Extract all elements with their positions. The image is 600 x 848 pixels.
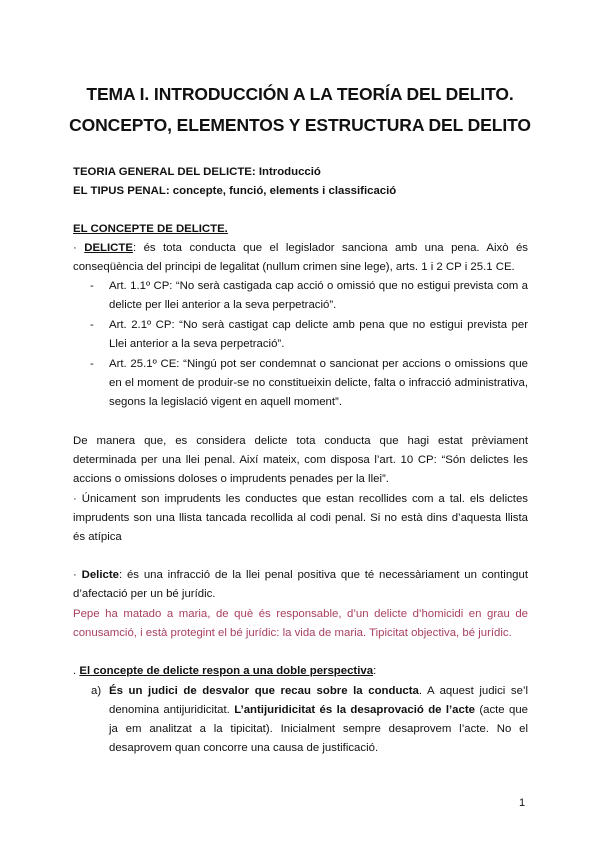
delicte-infraccio-text: : és una infracció de la llei penal positiva que té necessàriament un contingut d’afectació per un bé jurídic. [73, 569, 528, 600]
article-item: Art. 1.1º CP: “No serà castigada cap acció o omissió que no estigui prevista com a delicte per llei anterior a la seva perpetració”. [109, 280, 528, 311]
delicte-definition-text: : és tota conducta que el legislador sanciona amb una pena. Això és conseqüència del principi de legalitat (nullum crimen sine lege), arts. 1 i 2 CP i 25.1 CE. [73, 242, 528, 273]
article-item: Art. 2.1º CP: “No serà castigat cap delicte amb pena que no estigui prevista per Llei anterior a la seva perpetració”. [109, 319, 528, 350]
example-text: Pepe ha matado a maria, de què és responsable, d’un delicte d’homicidi en grau de conusamció, i està protegint el bé jurídic: la vida de maria. Tipicitat objectiva, bé jurídic. [73, 608, 528, 639]
list-dash: - [90, 319, 94, 331]
page-number: 1 [519, 797, 526, 809]
list-dash: - [90, 358, 94, 370]
delicte-term: DELICTE [84, 242, 133, 254]
bullet-dot: · [73, 569, 82, 581]
heading-suffix: : [373, 665, 377, 677]
item-a-bold-1: És un judici de desvalor que recau sobre la conducta [109, 685, 419, 697]
heading-text: El concepte de delicte respon a una doble perspectiva [79, 665, 374, 677]
section-heading: EL CONCEPTE DE DELICTE. [73, 223, 228, 235]
item-a-text-2: (acte que ja em analitzat a la tipicitat). Inicialment sempre desaprovem l’acte. No el desaprovem quan concorre una causa de justificació. [109, 704, 528, 754]
item-a-text [109, 682, 528, 758]
list-dash: - [90, 280, 94, 292]
heading-prefix: . [73, 665, 80, 677]
paragraph-imprudents: · Únicament son imprudents les conductes que estan recollides com a tal. els delictes imprudents son una llista tancada recollida al codi penal. Si no està dins d’aquesta llista és atípica [73, 493, 528, 543]
item-a-text-1: . A aquest judici se’l denomina antijuridicitat. [109, 685, 528, 716]
delicte-definition [73, 239, 528, 277]
article-item: Art. 25.1º CE: “Ningú pot ser condemnat o sancionat per accions o omissions que en el moment de produir-se no constitueixin delicte, falta o infracció administrativa, segons la legislació vigent en aquell moment”. [109, 358, 528, 408]
document-title-line-2: CONCEPTO, ELEMENTOS Y ESTRUCTURA DEL DELITO [69, 115, 531, 135]
paragraph-consider: De manera que, es considera delicte tota conducta que hagi estat prèviament determinada per una llei penal. Així mateix, com disposa l’art. 10 CP: “Són delictes les accions o omissions doloses o imprudents penades per la llei”. [73, 435, 528, 485]
subtitle-teoria-general: TEORIA GENERAL DEL DELICTE: Introducció [73, 166, 321, 178]
subtitle-tipus-penal: EL TIPUS PENAL: concepte, funció, elements i classificació [73, 185, 397, 197]
delicte-infraccio-term: Delicte [81, 569, 119, 581]
doble-perspectiva-heading [73, 662, 528, 681]
bullet-dot: · [73, 242, 85, 254]
item-a-letter: a) [91, 685, 102, 697]
item-a-bold-2: L’antijuridicitat és la desaprovació de l’acte [234, 704, 475, 716]
delicte-infraccio-definition [73, 566, 528, 604]
document-title-line-1: TEMA I. INTRODUCCIÓN A LA TEORÍA DEL DELITO. [86, 84, 514, 104]
